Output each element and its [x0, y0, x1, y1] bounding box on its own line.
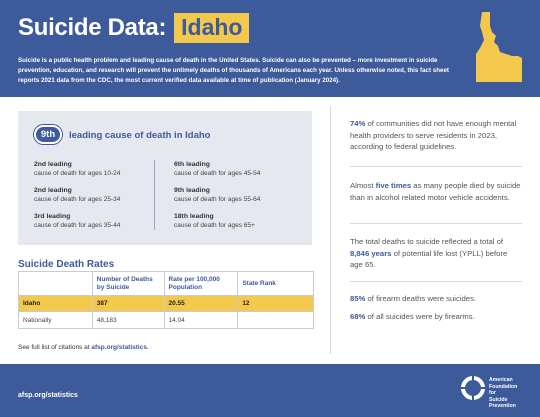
leading-rank: 2nd leading: [34, 187, 72, 194]
leading-desc: cause of death for ages 45-54: [174, 170, 261, 177]
leading-desc: cause of death for ages 55-64: [174, 196, 261, 203]
death-rates-table: [18, 271, 314, 329]
logo-wordmark: [489, 377, 517, 410]
fact-providers: [350, 118, 522, 153]
fact-ypll: [350, 236, 522, 271]
fact-firearm-deaths: [350, 293, 522, 305]
leading-desc: cause of death for ages 65+: [174, 222, 255, 229]
leading-item: [174, 186, 294, 212]
table-header-cell: State Rank: [238, 272, 314, 296]
fact-text: of communities did not have enough mental health providers to serve residents in 2023, according to federal guidelines.: [350, 119, 517, 151]
fact-highlight: five times: [375, 181, 412, 190]
leading-item: [174, 212, 294, 238]
table-cell: 20.55: [164, 296, 238, 312]
footer-link[interactable]: afsp.org/statistics: [18, 392, 78, 399]
leading-desc: cause of death for ages 10-24: [34, 170, 121, 177]
leading-rank: 18th leading: [174, 213, 214, 220]
table-header-cell: [19, 272, 93, 296]
leading-desc: cause of death for ages 35-44: [34, 222, 121, 229]
leading-rank: 3rd leading: [34, 213, 71, 220]
table-header-cell: Number of Deaths by Suicide: [92, 272, 164, 296]
intro-paragraph: Suicide is a public health problem and leading cause of death in the United States. Suicide can also be prevented – more investment in suicide prevention, education, and research will prevent the untimely deaths of thousands of Americans each year. Unless otherwise noted, this fact sheet reports 2021 data from the CDC, the most current verified data available at time of publication (January 2024).: [18, 57, 449, 84]
leading-cause-panel: [18, 111, 312, 245]
fact-highlight: 68%: [350, 312, 366, 321]
leading-item: [174, 160, 294, 186]
table-header-row: [19, 272, 314, 296]
logo-line: Foundation: [489, 383, 518, 390]
leading-item: [34, 160, 154, 186]
table-cell: [238, 312, 314, 329]
fact-highlight: 74%: [350, 119, 366, 128]
table-cell: 387: [92, 296, 164, 312]
table-cell: Idaho: [19, 296, 93, 312]
fact-text: of firearm deaths were suicides.: [365, 294, 477, 303]
state-rank-badge: 9th: [34, 125, 62, 144]
lifebuoy-logo-icon: [461, 376, 485, 400]
idaho-state-icon: [472, 10, 524, 84]
fact-highlight: 85%: [350, 294, 366, 303]
fact-separator: [350, 166, 522, 167]
table-row-state: [19, 296, 314, 312]
table-header-cell: Rate per 100,000 Population: [164, 272, 238, 296]
citation-suffix: .: [146, 344, 149, 351]
citation-link[interactable]: afsp.org/statistics: [91, 344, 147, 351]
fact-text: Almost: [350, 181, 376, 190]
citation-note: [18, 344, 149, 351]
fact-highlight: 8,846 years: [350, 248, 392, 258]
table-cell: 14.04: [164, 312, 238, 329]
fact-text: of potential life lost (YPLL) before age 65.: [350, 248, 508, 269]
leading-column-left: [34, 160, 154, 238]
logo-line: Prevention: [489, 403, 516, 409]
leading-cause-title: leading cause of death in Idaho: [69, 130, 211, 141]
logo-line: American: [489, 377, 513, 383]
page-title: [18, 13, 249, 43]
leading-rank: 6th leading: [174, 161, 210, 168]
title-text: Suicide Data:: [18, 14, 167, 41]
rates-table-title: Suicide Death Rates: [18, 259, 115, 270]
fact-separator: [350, 223, 522, 224]
leading-rank: 2nd leading: [34, 161, 72, 168]
fact-motor-vehicle: [350, 180, 522, 203]
state-name-badge: Idaho: [174, 13, 249, 43]
leading-rank: 9th leading: [174, 187, 210, 194]
citation-prefix: See full list of citations at: [18, 344, 92, 351]
table-cell: 12: [238, 296, 314, 312]
footer-banner: [0, 364, 540, 417]
fact-separator: [350, 281, 522, 282]
logo-line: Suicide: [489, 396, 508, 403]
leading-divider: [154, 160, 155, 230]
fact-text: of all suicides were by firearms.: [365, 312, 475, 321]
fact-text: The total deaths to suicide reflected a total of: [350, 237, 503, 246]
table-cell: 48,183: [92, 312, 164, 329]
logo-line: for: [489, 390, 496, 396]
leading-column-right: [174, 160, 294, 238]
fact-firearm-suicides: [350, 311, 522, 323]
table-cell: Nationally: [19, 312, 93, 329]
column-divider: [330, 106, 331, 354]
leading-item: [34, 212, 154, 238]
fact-text: as many people died by suicide than in alcohol related motor vehicle accidents.: [350, 181, 521, 202]
header-banner: [0, 0, 540, 97]
table-row-national: [19, 312, 314, 329]
leading-item: [34, 186, 154, 212]
leading-desc: cause of death for ages 25-34: [34, 196, 121, 203]
